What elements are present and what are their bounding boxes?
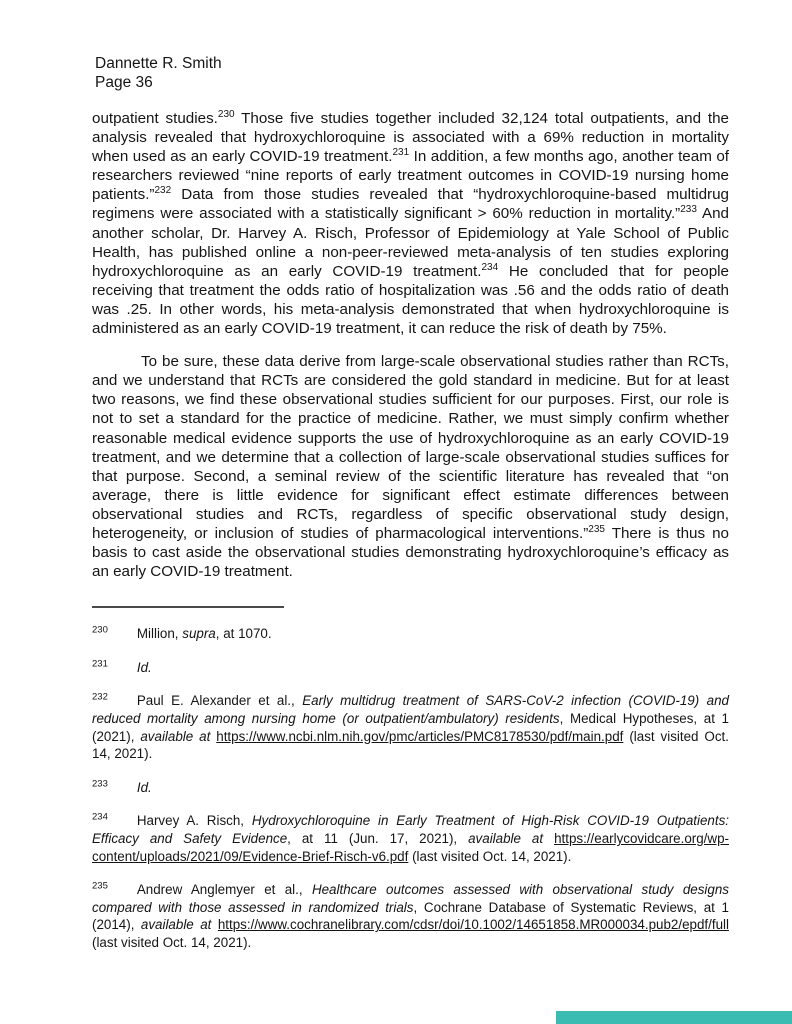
scan-footer-bar [556, 1011, 792, 1024]
text-run: , Medical Hypotheses, at 1 (2021), [92, 711, 729, 744]
body-paragraph [92, 352, 729, 581]
text-run: available at [468, 831, 544, 846]
footnote-url-link[interactable]: https://www.ncbi.nlm.nih.gov/pmc/articles/PMC8178530/pdf/main.pdf [216, 728, 624, 744]
recipient-name: Dannette R. Smith [95, 55, 222, 72]
text-run: Million, [136, 626, 183, 642]
document-body [92, 109, 729, 581]
footnote [92, 779, 729, 797]
text-run: Andrew Anglemyer et al., [136, 882, 312, 898]
footnote-number: 231 [92, 658, 108, 670]
footnote-number: 234 [92, 811, 108, 823]
page-header [95, 54, 729, 92]
text-run: , at 11 (Jun. 17, 2021), [287, 831, 469, 846]
text-run: available at [140, 728, 211, 744]
footnote-reference: 232 [154, 185, 172, 197]
footnote-reference: 233 [680, 204, 697, 216]
page-content [92, 54, 729, 968]
page-number: Page 36 [95, 74, 153, 91]
text-run: Data from those studies revealed that “hydroxychloroquine-based multidrug regimens were associated with a statistically significant > 60% reduction in mortality.” [92, 186, 729, 223]
text-run: There is thus no basis to cast aside the observational studies demonstrating hydroxychloroquine’s efficacy as an early COVID-19 treatment. [92, 524, 729, 581]
footnote [92, 881, 729, 951]
text-run: outpatient studies. [92, 110, 218, 127]
text-run: Harvey A. Risch, [136, 813, 252, 829]
text-run: Id. [136, 659, 152, 675]
text-run: In addition, a few months ago, another team of researchers reviewed “nine reports of early treatment outcomes in COVID-19 nursing home patients.” [92, 148, 729, 204]
text-run: Paul E. Alexander et al., [136, 693, 303, 709]
text-run: Early multidrug treatment of SARS-CoV-2 infection (COVID-19) and reduced mortality among nursing home (or outpatient/ambulatory) residents [92, 693, 729, 727]
text-run: Id. [136, 779, 152, 795]
footnote-number: 230 [92, 624, 108, 636]
footnote-reference: 235 [588, 523, 605, 535]
footnote-url-link[interactable]: https://earlycovidcare.org/wp-content/uploads/2021/09/Evidence-Brief-Risch-v6.pdf [92, 831, 729, 864]
body-paragraph [92, 109, 729, 338]
text-run: Healthcare outcomes assessed with observational study designs compared with those assessed in randomized trials [92, 882, 729, 915]
text-run [543, 831, 554, 846]
footnote-url-link[interactable]: https://www.cochranelibrary.com/cdsr/doi/10.1002/14651858.MR000034.pub2/epdf/full [217, 917, 729, 933]
text-run: (last visited Oct. 14, 2021). [92, 934, 252, 950]
text-run: , at 1070. [215, 626, 272, 642]
footnote [92, 625, 729, 643]
footnote-number: 235 [92, 880, 108, 892]
text-run: available at [140, 917, 212, 933]
footnote-reference: 234 [481, 261, 499, 273]
footnote-separator [92, 606, 284, 608]
footnote-reference: 230 [217, 108, 235, 120]
footnote [92, 659, 729, 677]
footnote-reference: 231 [392, 147, 410, 159]
footnote-number: 232 [92, 691, 108, 703]
text-run: supra [182, 626, 216, 642]
text-run: Those five studies together included 32,124 total outpatients, and the analysis revealed that hydroxychloroquine is associated with a 69% reduction in mortality when used as an early COVID-19 treatment. [92, 110, 729, 166]
text-run: (last visited Oct. 14, 2021). [408, 848, 572, 864]
footnote [92, 812, 729, 865]
text-run: He concluded that for people receiving that treatment the odds ratio of hospitalization was .56 and the odds ratio of death was .25. In other words, his meta-analysis demonstrated that when hydroxychloroquine is administered as an early COVID-19 treatment, it can reduce the risk of death by 75%. [92, 262, 729, 338]
text-run: To be sure, these data derive from large-scale observational studies rather than RCTs, and we understand that RCTs are considered the gold standard in medicine. But for at least two reasons, we find these observational studies sufficient for our purposes. First, our role is not to set a standard for the practice of medicine. Rather, we must simply confirm whether reasonable medical evidence supports the use of hydroxychloroquine as an early COVID-19 treatment, and we determine that a collection of large-scale observational studies suffices for that purpose. Second, a seminal review of the scientific literature has revealed that “on average, there is little evidence for significant effect estimate differences between observational studies and RCTs, regardless of specific observational study design, heterogeneity, or inclusion of studies of pharmacological interventions.” [92, 353, 729, 542]
text-run: Hydroxychloroquine in Early Treatment of High-Risk COVID-19 Outpatients: Efficacy and Safety Evidence [92, 813, 729, 846]
text-run: , Cochrane Database of Systematic Reviews, at 1 (2014), [92, 899, 729, 933]
footnote [92, 692, 729, 762]
footnotes-section [92, 625, 729, 951]
text-run: And another scholar, Dr. Harvey A. Risch, Professor of Epidemiology at Yale School of Public Health, has published online a non-peer-reviewed meta-analysis of ten studies exploring hydroxychloroquine as an early COVID-19 treatment. [92, 205, 730, 280]
text-run: (last visited Oct. 14, 2021). [92, 728, 729, 762]
footnote-number: 233 [92, 778, 108, 790]
